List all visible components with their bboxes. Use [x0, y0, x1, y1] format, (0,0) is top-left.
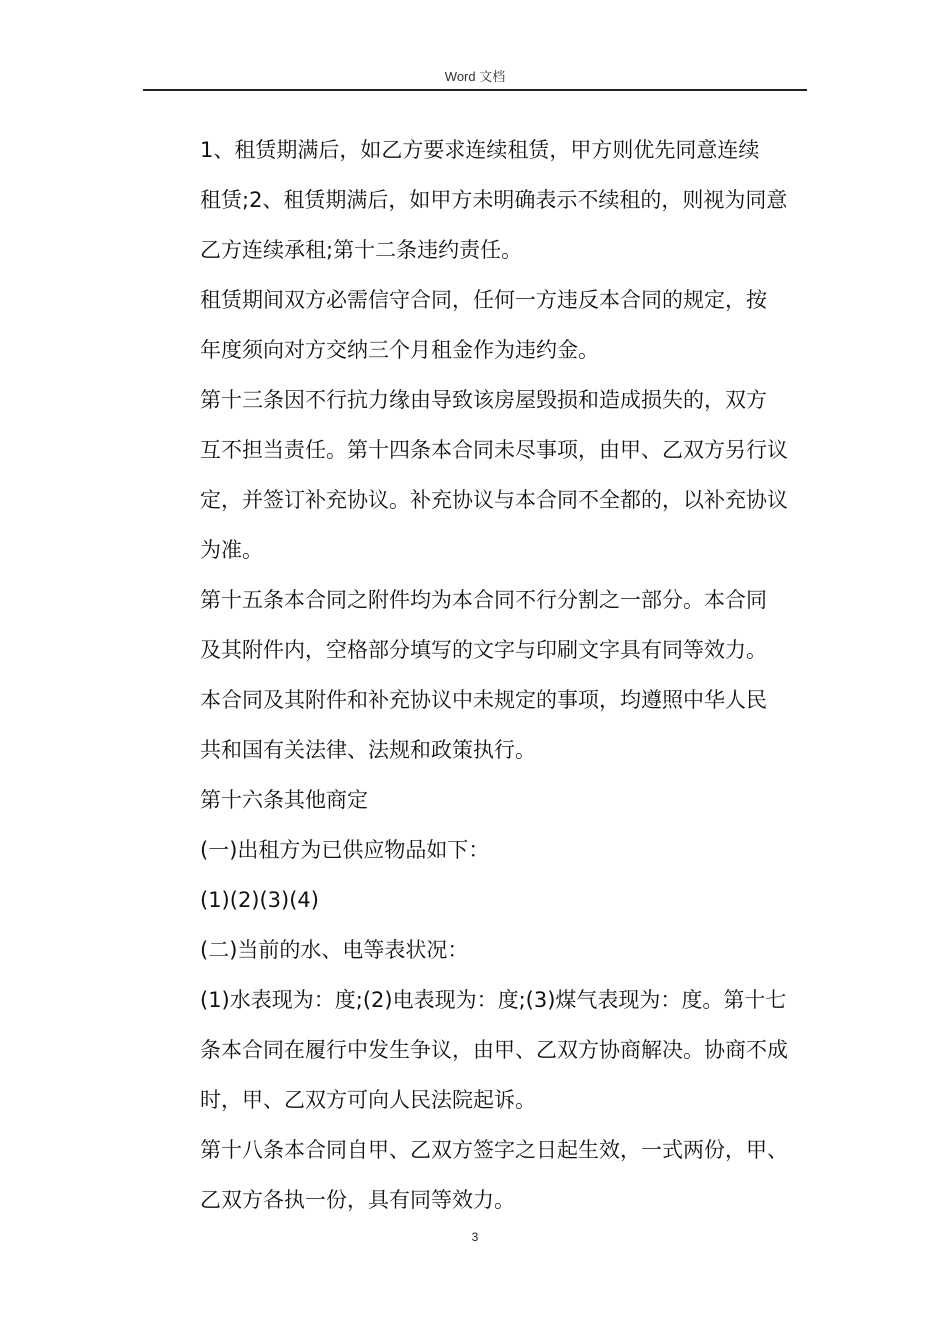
page-number: 3	[471, 1230, 479, 1244]
paragraph-meter-readings	[179, 975, 813, 1125]
text-line: 年度须向对方交纳三个月租金作为违约金。	[200, 338, 599, 362]
text-line: 第十六条其他商定	[200, 788, 368, 812]
text-line: (一)出租方为已供应物品如下：	[200, 838, 490, 862]
text-line: 乙双方各执一份，具有同等效力。	[200, 1188, 515, 1212]
page-header	[143, 66, 807, 91]
text-line: 时，甲、乙双方可向人民法院起诉。	[200, 1088, 536, 1112]
text-line: 共和国有关法律、法规和政策执行。	[200, 738, 536, 762]
paragraph-attachments	[179, 575, 813, 675]
text-line: 乙方连续承租;第十二条违约责任。	[200, 238, 523, 262]
text-line: (1)(2)(3)(4)	[200, 888, 319, 912]
text-line: 条本合同在履行中发生争议，由甲、乙双方协商解决。协商不成	[200, 1038, 788, 1062]
paragraph-breach	[179, 275, 813, 375]
paragraph-effective	[179, 1125, 813, 1225]
paragraph-renewal	[179, 125, 813, 275]
text-line: (二)当前的水、电等表状况：	[200, 938, 469, 962]
text-line: 1、租赁期满后，如乙方要求连续租赁，甲方则优先同意连续	[200, 138, 760, 162]
paragraph-other-terms	[179, 775, 813, 825]
text-line: 第十八条本合同自甲、乙双方签字之日起生效，一式两份，甲、	[200, 1138, 788, 1162]
paragraph-legal	[179, 675, 813, 775]
paragraph-items-provided	[179, 825, 813, 875]
paragraph-force-majeure	[179, 375, 813, 575]
paragraph-items-list	[179, 875, 813, 925]
text-line: 定，并签订补充协议。补充协议与本合同不全都的，以补充协议	[200, 488, 788, 512]
text-line: 互不担当责任。第十四条本合同未尽事项，由甲、乙双方另行议	[200, 438, 788, 462]
paragraph-meters	[179, 925, 813, 975]
text-line: 租赁期间双方必需信守合同，任何一方违反本合同的规定，按	[200, 288, 767, 312]
text-line: 为准。	[200, 538, 263, 562]
header-title: Word 文档	[444, 69, 506, 84]
text-line: (1)水表现为：度;(2)电表现为：度;(3)煤气表现为：度。第十七	[200, 988, 787, 1012]
document-body	[179, 125, 813, 1225]
text-line: 本合同及其附件和补充协议中未规定的事项，均遵照中华人民	[200, 688, 767, 712]
text-line: 租赁;2、租赁期满后，如甲方未明确表示不续租的，则视为同意	[200, 188, 788, 212]
text-line: 及其附件内，空格部分填写的文字与印刷文字具有同等效力。	[200, 638, 767, 662]
text-line: 第十三条因不行抗力缘由导致该房屋毁损和造成损失的，双方	[200, 388, 767, 412]
text-line: 第十五条本合同之附件均为本合同不行分割之一部分。本合同	[200, 588, 767, 612]
